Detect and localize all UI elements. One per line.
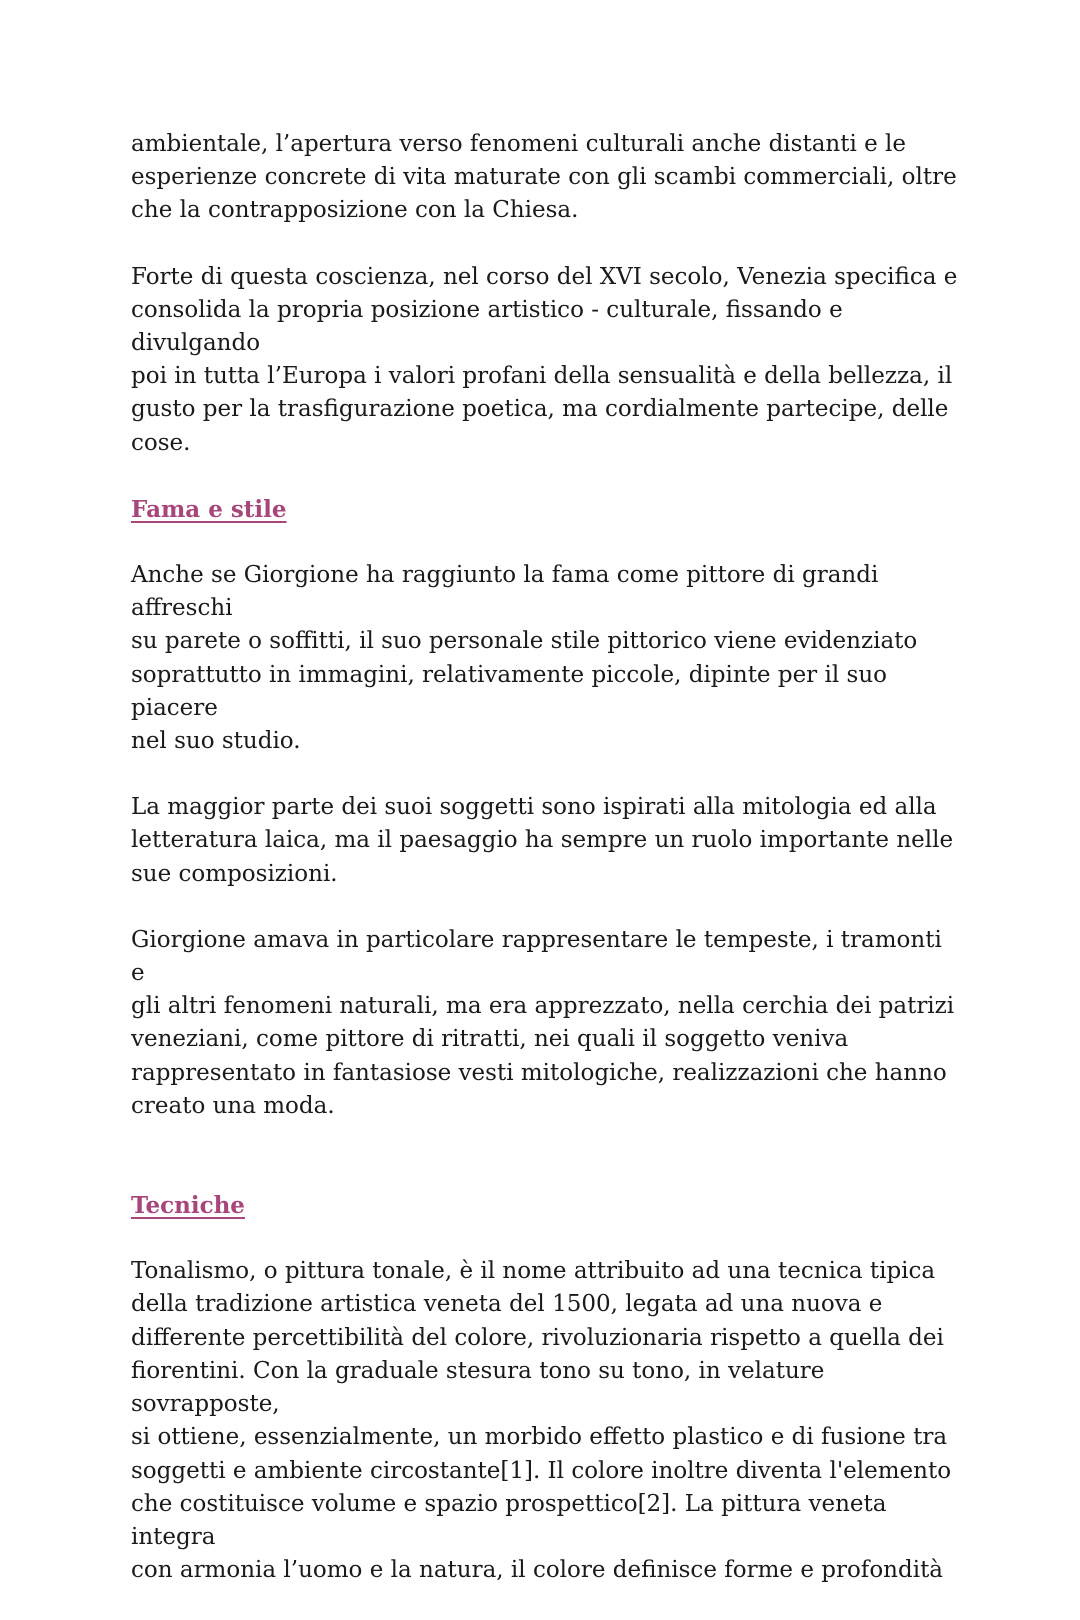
paragraph-tecniche-1: Tonalismo, o pittura tonale, è il nome attribuito ad una tecnica tipica della tradizione artistica veneta del 1500, legata ad una nuova e differente percettibilità del colore, rivoluzionaria rispetto a quella dei fiorentini. Con la graduale stesura tono su tono, in velature sovrapposte, si ottiene, essenzialmente, un morbido effetto plastico e di fusione tra soggetti e ambiente circostante[1]. Il colore inoltre diventa l'elemento che costituisce volume e spazio prospettico[2]. La pittura veneta integra con armonia l’uomo e la natura, il colore definisce forme e profondità bbox=[131, 1258, 952, 1584]
section-spacer bbox=[131, 1156, 961, 1189]
paragraph-fama-3: Giorgione amava in particolare rappresentare le tempeste, i tramonti e gli altri fenomeni naturali, ma era apprezzato, nella cerchia dei patrizi veneziani, come pittore di ritratti, nei quali il soggetto veniva rappresentato in fantasiose vesti mitologiche, realizzazioni che hanno creato una moda. bbox=[131, 926, 955, 1119]
document-page bbox=[131, 128, 961, 1620]
paragraph-fama-1: Anche se Giorgione ha raggiunto la fama come pittore di grandi affreschi su parete o soffitti, il suo personale stile pittorico viene evidenziato soprattutto in immagini, relativamente piccole, dipinte per il suo piacere nel suo studio. bbox=[131, 562, 918, 755]
paragraph-intro-2: Forte di questa coscienza, nel corso del XVI secolo, Venezia specifica e consolida la propria posizione artistico - culturale, fissando e divulgando poi in tutta l’Europa i valori profani della sensualità e della bellezza, il gusto per la trasfigurazione poetica, ma cordialmente partecipe, delle cose. bbox=[131, 263, 958, 456]
heading-fama-e-stile: Fama e stile bbox=[131, 495, 287, 523]
paragraph-fama-2: La maggior parte dei suoi soggetti sono ispirati alla mitologia ed alla letteratura laica, ma il paesaggio ha sempre un ruolo importante nelle sue composizioni. bbox=[131, 794, 954, 887]
heading-tecniche: Tecniche bbox=[131, 1192, 245, 1220]
paragraph-intro-1: ambientale, l’apertura verso fenomeni culturali anche distanti e le esperienze concrete di vita maturate con gli scambi commerciali, oltre che la contrapposizione con la Chiesa. bbox=[131, 131, 957, 224]
